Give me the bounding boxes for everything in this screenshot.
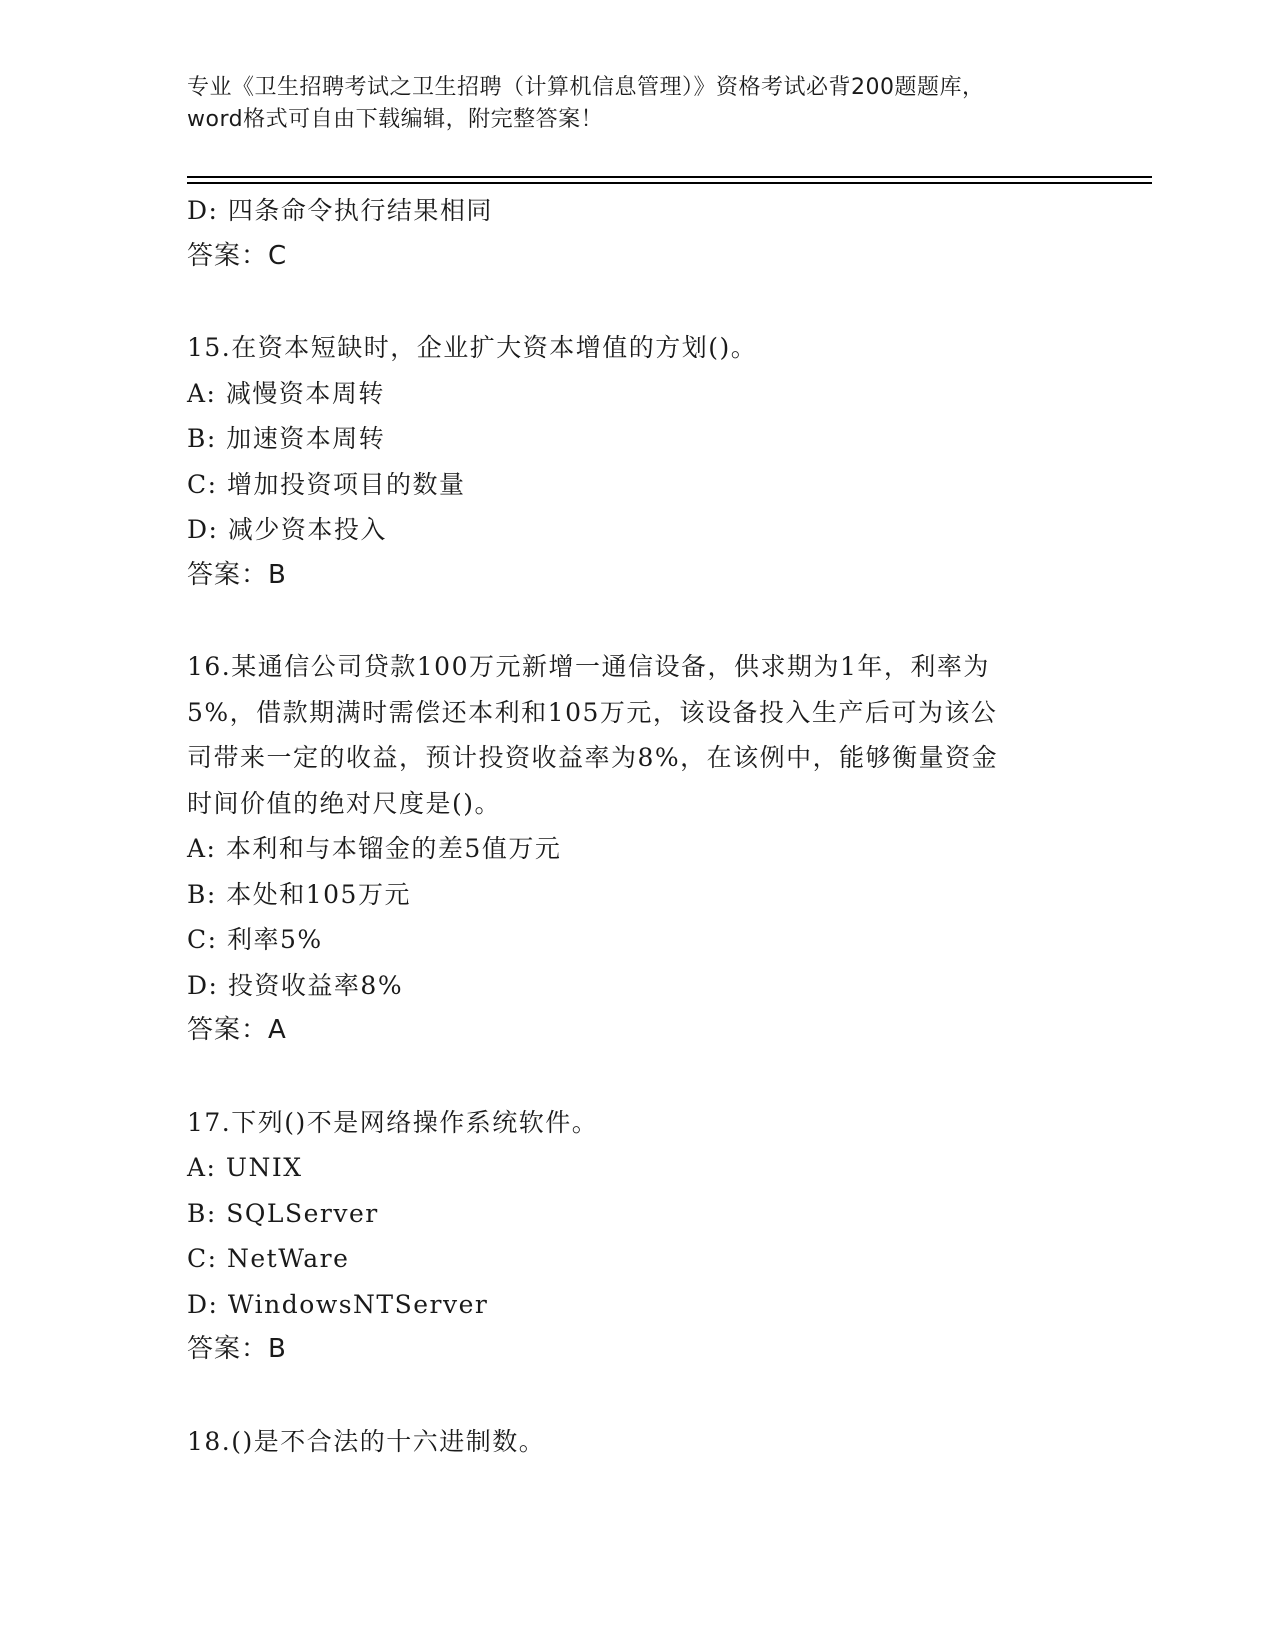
stem-line: 5%，借款期满时需偿还本利和105万元，该设备投入生产后可为该公: [187, 697, 998, 727]
question-stem: [187, 644, 1077, 826]
stem-line: 司带来一定的收益，预计投资收益率为8%，在该例中，能够衡量资金: [187, 743, 999, 772]
header-title-line-1: 专业《卫生招聘考试之卫生招聘（计算机信息管理）》资格考试必背200题题库，: [187, 75, 985, 100]
question-14-tail: [187, 188, 1087, 279]
header-title-line-2: word格式可自由下载编辑，附完整答案！: [187, 107, 604, 132]
question-15: [187, 325, 1087, 598]
question-17: [187, 1100, 1087, 1373]
option-b: B: SQLServer: [187, 1198, 379, 1228]
answer-line: 答案：B: [187, 559, 287, 590]
question-18: [187, 1419, 1087, 1465]
header-divider-thick: [187, 176, 1152, 178]
spacer: [187, 1054, 1087, 1100]
option-d: D: 投资收益率8%: [187, 970, 404, 1000]
option-a: A: 减慢资本周转: [187, 378, 385, 408]
option-d: D: 四条命令执行结果相同: [187, 196, 493, 225]
question-stem: 17.下列()不是网络操作系统软件。: [187, 1107, 599, 1137]
document-header: [187, 72, 1087, 136]
answer-line: 答案：C: [187, 240, 288, 271]
option-c: C: 增加投资项目的数量: [187, 469, 466, 499]
option-d: D: 减少资本投入: [187, 515, 387, 544]
question-stem: 15.在资本短缺时，企业扩大资本增值的方划()。: [187, 333, 758, 362]
spacer: [187, 279, 1087, 325]
option-a: A: UNIX: [187, 1153, 303, 1182]
stem-line: 时间价值的绝对尺度是()。: [187, 788, 502, 818]
option-b: B: 本处和105万元: [187, 879, 411, 909]
question-16: [187, 644, 1087, 1054]
spacer: [187, 1373, 1087, 1419]
spacer: [187, 598, 1087, 644]
stem-line: 16.某通信公司贷款100万元新增一通信设备，供求期为1年，利率为: [187, 652, 990, 681]
option-b: B: 加速资本周转: [187, 424, 386, 453]
option-c: C: 利率5%: [187, 925, 323, 954]
answer-line: 答案：A: [187, 1015, 287, 1045]
option-c: C: NetWare: [187, 1244, 350, 1273]
question-stem: 18.()是不合法的十六进制数。: [187, 1426, 546, 1456]
question-list: [187, 188, 1087, 1464]
option-a: A: 本利和与本镏金的差5值万元: [187, 834, 562, 863]
option-d: D: WindowsNTServer: [187, 1289, 489, 1319]
answer-line: 答案：B: [187, 1334, 287, 1364]
header-divider-thin: [187, 182, 1152, 184]
